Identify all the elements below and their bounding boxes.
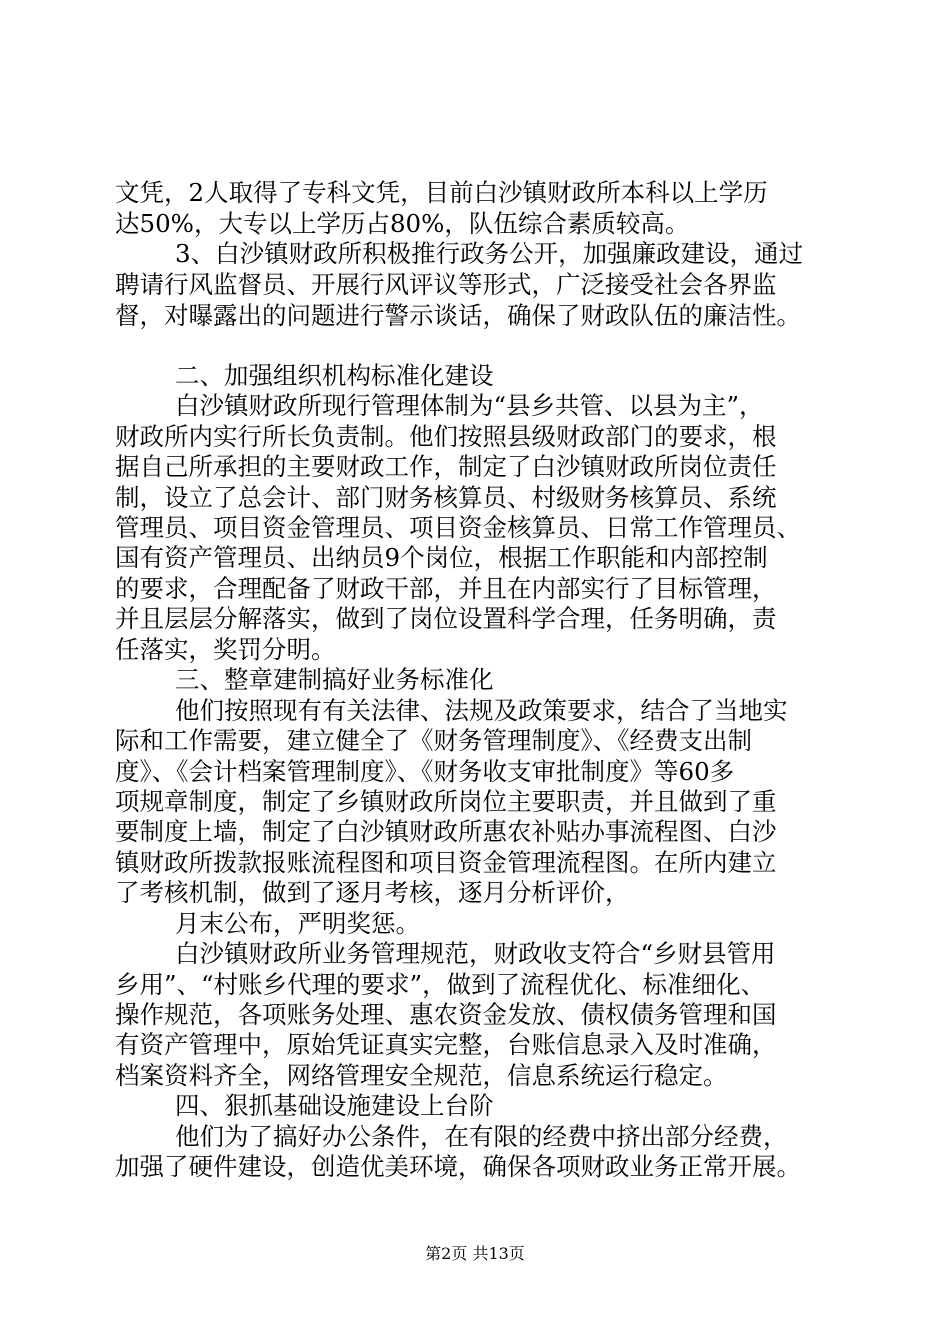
- page-number-footer: 第2页 共13页: [425, 1244, 525, 1263]
- text-line: 际和工作需要，建立健全了《财务管理制度》、《经费支出制: [115, 726, 752, 755]
- text-line: 国有资产管理员、出纳员9个岗位，根据工作职能和内部控制: [115, 543, 768, 572]
- section-heading: 四、狠抓基础设施建设上台阶: [175, 1091, 494, 1120]
- text-line: 项规章制度，制定了乡镇财政所岗位主要职责，并且做到了重: [115, 787, 777, 816]
- text-line: 加强了硬件建设，创造优美环境，确保各项财政业务正常开展。: [115, 1152, 801, 1181]
- text-line: 督，对曝露出的问题进行警示谈话，确保了财政队伍的廉洁性。: [115, 301, 801, 330]
- text-line: 他们为了搞好办公条件，在有限的经费中挤出部分经费，: [175, 1122, 788, 1151]
- text-line: 管理员、项目资金管理员、项目资金核算员、日常工作管理员、: [115, 513, 801, 542]
- text-line: 操作规范，各项账务处理、惠农资金发放、债权债务管理和国: [115, 1000, 777, 1029]
- text-line: 并且层层分解落实，做到了岗位设置科学合理，任务明确，责: [115, 604, 777, 633]
- text-line: 他们按照现有有关法律、法规及政策要求，结合了当地实: [175, 696, 788, 725]
- text-line: 3、白沙镇财政所积极推行政务公开，加强廉政建设，通过: [175, 239, 804, 268]
- text-line: 度》、《会计档案管理制度》、《财务收支审批制度》等60多: [115, 757, 735, 786]
- text-line: 镇财政所拨款报账流程图和项目资金管理流程图。在所内建立: [115, 848, 777, 877]
- text-line: 有资产管理中，原始凭证真实完整，台账信息录入及时准确，: [115, 1030, 777, 1059]
- text-line: 财政所内实行所长负责制。他们按照县级财政部门的要求，根: [115, 422, 777, 451]
- text-line: 达50%，大专以上学历占80%，队伍综合素质较高。: [115, 209, 690, 238]
- text-line: 白沙镇财政所业务管理规范，财政收支符合“乡财县管用: [175, 939, 776, 968]
- text-line: 乡用”、“村账乡代理的要求”，做到了流程优化、标准细化、: [115, 970, 766, 999]
- section-heading: 二、加强组织机构标准化建设: [175, 361, 494, 390]
- text-line: 要制度上墙，制定了白沙镇财政所惠农补贴办事流程图、白沙: [115, 817, 777, 846]
- text-line: 的要求，合理配备了财政干部，并且在内部实行了目标管理，: [115, 574, 777, 603]
- text-line: 文凭，2人取得了专科文凭，目前白沙镇财政所本科以上学历: [115, 178, 768, 207]
- section-heading: 三、整章建制搞好业务标准化: [175, 665, 494, 694]
- text-line: 任落实，奖罚分明。: [115, 635, 336, 664]
- text-line: 聘请行风监督员、开展行风评议等形式，广泛接受社会各界监: [115, 270, 777, 299]
- text-line: 制，设立了总会计、部门财务核算员、村级财务核算员、系统: [115, 483, 777, 512]
- text-line: 据自己所承担的主要财政工作，制定了白沙镇财政所岗位责任: [115, 452, 777, 481]
- text-line: 白沙镇财政所现行管理体制为“县乡共管、以县为主”，: [175, 391, 764, 420]
- text-line: 了考核机制，做到了逐月考核，逐月分析评价，: [115, 878, 630, 907]
- text-line: 月末公布，严明奖惩。: [175, 909, 420, 938]
- text-line: 档案资料齐全，网络管理安全规范，信息系统运行稳定。: [115, 1061, 728, 1090]
